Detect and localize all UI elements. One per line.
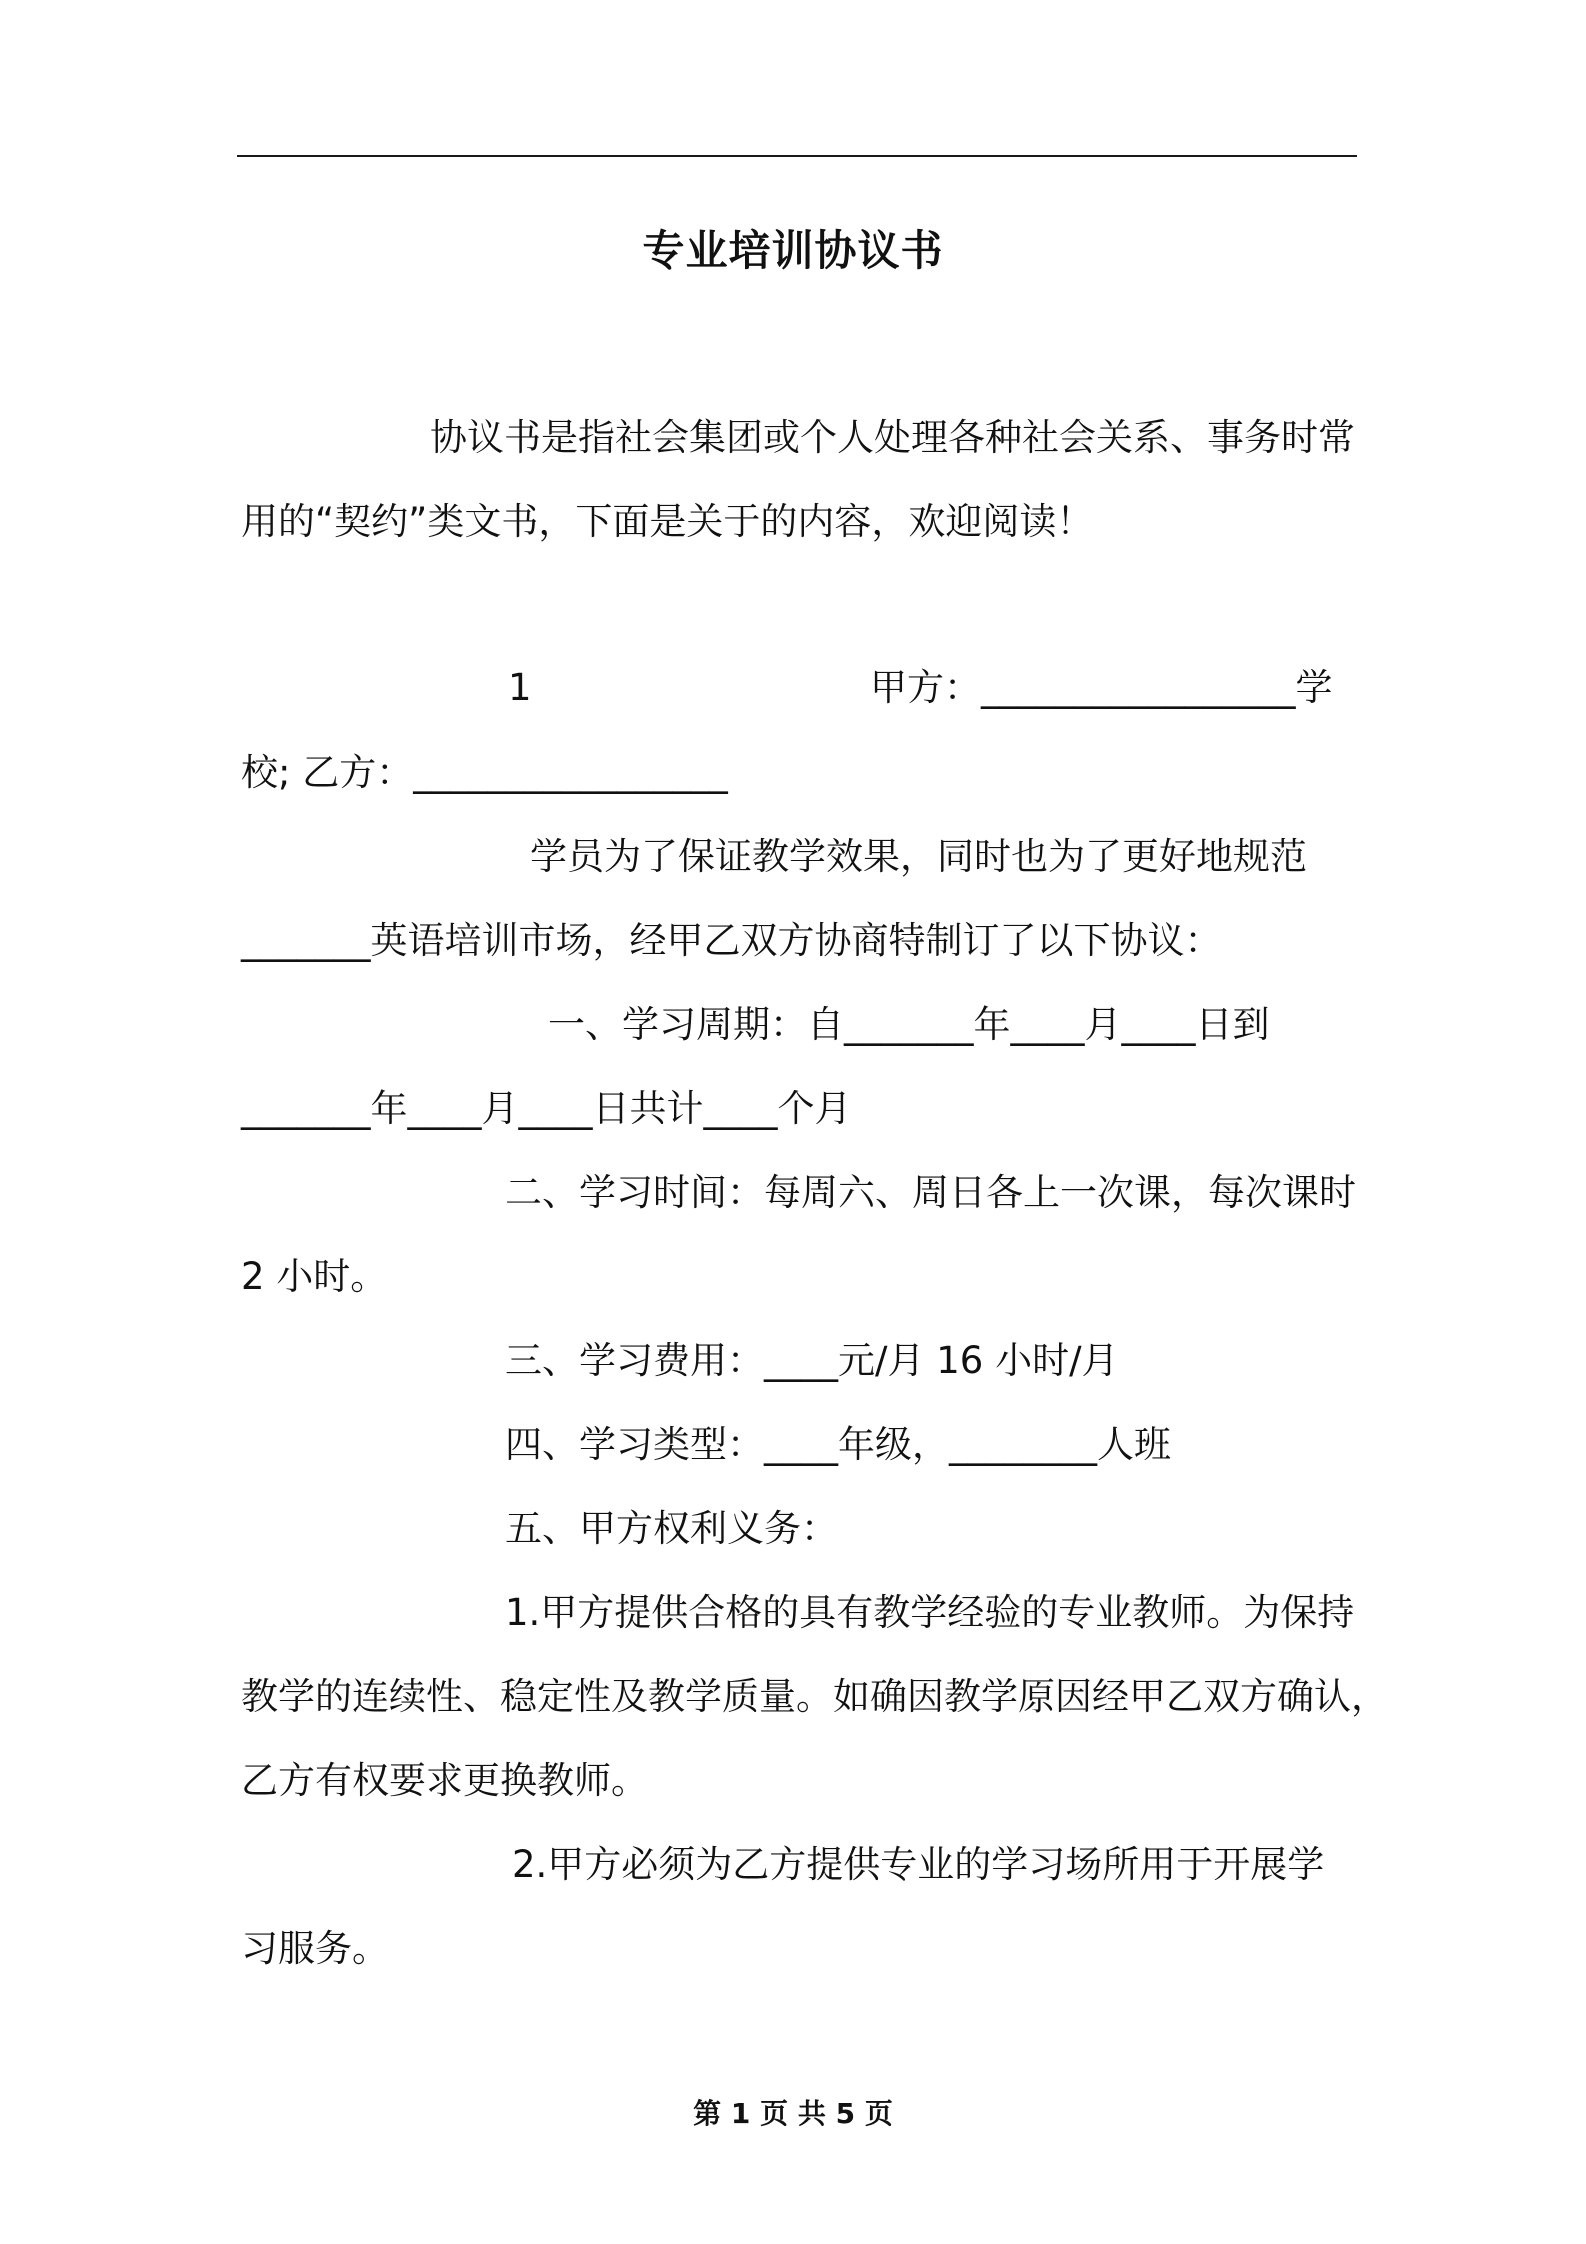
item-1-line-2: 教学的连续性、稳定性及教学质量。如确因教学原因经甲乙双方确认， xyxy=(241,1675,1388,1718)
intro-line-2: 用的“契约”类文书，下面是关于的内容，欢迎阅读！ xyxy=(241,500,1094,543)
purpose-line-1: 学员为了保证教学效果，同时也为了更好地规范 xyxy=(530,835,1307,878)
clause-1-line-1: 一、学习周期：自_______年____月____日到 xyxy=(548,1003,1270,1046)
item-2-line-1: 2.甲方必须为乙方提供专业的学习场所用于开展学 xyxy=(512,1843,1325,1886)
clause-5: 五、甲方权利义务： xyxy=(505,1507,838,1550)
clause-2-line-2: 2 小时。 xyxy=(241,1255,388,1298)
header-rule xyxy=(237,155,1357,157)
item-2-line-2: 习服务。 xyxy=(241,1927,389,1970)
item-1-line-3: 乙方有权要求更换教师。 xyxy=(241,1759,648,1802)
item-1-line-1: 1.甲方提供合格的具有教学经验的专业教师。为保持 xyxy=(505,1591,1355,1634)
page-footer: 第 1 页 共 5 页 xyxy=(693,2097,893,2130)
party-a-label: 甲方：_________________学 xyxy=(870,666,1333,709)
party-b-line: 校; 乙方：_________________ xyxy=(241,751,728,794)
document-title: 专业培训协议书 xyxy=(642,226,944,275)
intro-line-1: 协议书是指社会集团或个人处理各种社会关系、事务时常 xyxy=(430,416,1355,459)
clause-1-line-2: _______年____月____日共计____个月 xyxy=(241,1087,852,1130)
clause-3: 三、学习费用：____元/月 16 小时/月 xyxy=(505,1339,1119,1382)
clause-4: 四、学习类型：____年级，________人班 xyxy=(505,1423,1171,1466)
purpose-line-2: _______英语培训市场，经甲乙双方协商特制订了以下协议： xyxy=(241,919,1222,962)
clause-2-line-1: 二、学习时间：每周六、周日各上一次课，每次课时 xyxy=(505,1171,1356,1214)
party-a-number: 1 xyxy=(508,666,532,709)
